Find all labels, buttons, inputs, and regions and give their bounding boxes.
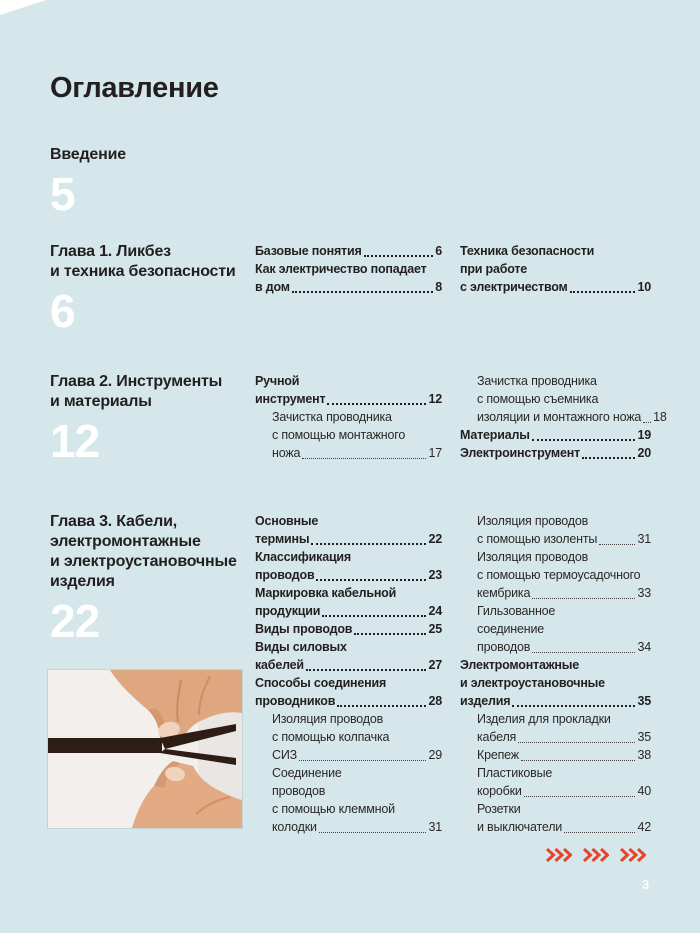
chapter-title: Глава 1. Ликбез и техника безопасности bbox=[50, 243, 236, 280]
toc-entry-page: 33 bbox=[637, 586, 651, 600]
dot-leader bbox=[518, 728, 635, 743]
toc-entry: Виды силовых кабелей 27 bbox=[255, 640, 442, 672]
toc-entry-text: инструмент bbox=[255, 392, 326, 406]
toc-entry: Изоляция проводов с помощью изоленты 31 bbox=[477, 514, 651, 546]
toc-entry: Классификация проводов 23 bbox=[255, 550, 442, 582]
toc-entry-text: Электроинструмент bbox=[460, 446, 580, 460]
toc-entry-page: 34 bbox=[637, 640, 651, 654]
dot-leader bbox=[570, 278, 636, 293]
toc-entry-page: 31 bbox=[428, 820, 442, 834]
dot-leader bbox=[322, 602, 426, 617]
toc-entry-text: изделия bbox=[460, 694, 511, 708]
toc-entry-text: Базовые понятия bbox=[255, 244, 362, 258]
toc-column-right bbox=[460, 512, 651, 836]
toc-entry: Маркировка кабельной продукции 24 bbox=[255, 586, 442, 618]
toc-entry-text: кембрика bbox=[477, 586, 531, 600]
toc-entry bbox=[460, 746, 651, 764]
toc-entry-page: 6 bbox=[435, 244, 442, 258]
toc-column-middle bbox=[255, 372, 442, 462]
toc-entry-page: 10 bbox=[637, 280, 651, 294]
toc-entry-page: 23 bbox=[428, 568, 442, 582]
next-page-arrows bbox=[546, 848, 646, 862]
toc-entry-page: 25 bbox=[428, 622, 442, 636]
toc-entry-page: 38 bbox=[637, 748, 651, 762]
toc-entry-text: термины bbox=[255, 532, 310, 546]
toc-entry: Ручной инструмент 12 bbox=[255, 374, 442, 406]
dot-leader bbox=[306, 656, 427, 671]
toc-entry-page: 20 bbox=[637, 446, 651, 460]
dot-leader bbox=[532, 426, 636, 441]
photo-illustration bbox=[48, 670, 242, 828]
toc-entry: Гильзованное соединение проводов 34 bbox=[477, 604, 651, 654]
chapter-start-page: 12 bbox=[50, 415, 100, 467]
dot-leader bbox=[521, 746, 636, 761]
chapter-start-page: 5 bbox=[50, 168, 75, 220]
toc-entry-text: СИЗ bbox=[272, 748, 297, 762]
toc-entry-text: проводов bbox=[255, 568, 315, 582]
toc-entry: Изоляция проводов с помощью колпачка СИЗ 29 bbox=[272, 712, 442, 762]
dot-leader bbox=[564, 818, 635, 833]
toc-entry-page: 28 bbox=[428, 694, 442, 708]
toc-entry: Зачистка проводника с помощью съемника изоляции и монтажного ножа 18 bbox=[477, 374, 667, 424]
dot-leader bbox=[337, 692, 426, 707]
toc-entry-text: колодки bbox=[272, 820, 317, 834]
toc-entry-text: ножа bbox=[272, 446, 301, 460]
toc-entry: Техника безопасности при работе с электричеством 10 bbox=[460, 244, 651, 294]
chapter-start-page: 6 bbox=[50, 285, 75, 337]
chevron-right-icon bbox=[583, 848, 609, 862]
dot-leader bbox=[512, 692, 635, 707]
toc-entry-page: 18 bbox=[653, 410, 667, 424]
page-title: Оглавление bbox=[50, 72, 219, 104]
toc-entry-page: 42 bbox=[637, 820, 651, 834]
dot-leader bbox=[354, 620, 426, 635]
toc-entry: Изделия для прокладки кабеля 35 bbox=[477, 712, 651, 744]
toc-entry-page: 35 bbox=[637, 694, 651, 708]
toc-column-middle bbox=[255, 242, 442, 296]
toc-entry-text: изоляции и монтажного ножа bbox=[477, 410, 642, 424]
toc-entry-page: 29 bbox=[428, 748, 442, 762]
toc-entry-page: 31 bbox=[637, 532, 651, 546]
toc-entry-page: 19 bbox=[637, 428, 651, 442]
toc-entry-text: в дом bbox=[255, 280, 290, 294]
toc-entry-text: и выключатели bbox=[477, 820, 563, 834]
dot-leader bbox=[327, 390, 426, 405]
dot-leader bbox=[319, 818, 427, 833]
toc-entry-text: проводников bbox=[255, 694, 336, 708]
dot-leader bbox=[599, 530, 635, 545]
toc-entry: Розетки и выключатели 42 bbox=[477, 802, 651, 834]
toc-entry-text: Материалы bbox=[460, 428, 530, 442]
dot-leader bbox=[311, 530, 426, 545]
chevron-right-icon bbox=[620, 848, 646, 862]
toc-entry-text: с помощью изоленты bbox=[477, 532, 598, 546]
dot-leader bbox=[316, 566, 426, 581]
toc-entry-text: Виды проводов bbox=[255, 622, 353, 636]
toc-entry-page: 24 bbox=[428, 604, 442, 618]
toc-entry: Электромонтажные и электроустановочные изделия 35 bbox=[460, 658, 651, 708]
toc-entry-page: 40 bbox=[637, 784, 651, 798]
toc-entry-text: продукции bbox=[255, 604, 321, 618]
toc-entry bbox=[460, 426, 651, 444]
chevron-right-icon bbox=[546, 848, 572, 862]
toc-entry-page: 22 bbox=[428, 532, 442, 546]
toc-entry-page: 17 bbox=[428, 446, 442, 460]
dot-leader bbox=[364, 242, 434, 257]
wire-splitting-photo bbox=[48, 670, 242, 828]
dot-leader bbox=[532, 584, 635, 599]
toc-entry: Как электричество попадает в дом 8 bbox=[255, 262, 442, 294]
dot-leader bbox=[302, 444, 426, 459]
chapter-title: Глава 2. Инструменты и материалы bbox=[50, 373, 223, 410]
toc-entry: Изоляция проводов с помощью термоусадочного кембрика 33 bbox=[477, 550, 651, 600]
toc-entry-text: кабеля bbox=[477, 730, 517, 744]
toc-entry: Способы соединения проводников 28 bbox=[255, 676, 442, 708]
toc-entry-text: Крепеж bbox=[477, 748, 519, 762]
toc-entry: Основные термины 22 bbox=[255, 514, 442, 546]
toc-column-middle bbox=[255, 512, 442, 836]
toc-entry-page: 27 bbox=[428, 658, 442, 672]
toc-column-right bbox=[460, 242, 651, 296]
chapter-start-page: 22 bbox=[50, 595, 100, 647]
toc-entry: Пластиковые коробки 40 bbox=[477, 766, 651, 798]
scan-edge-corner bbox=[0, 0, 46, 15]
toc-entry-text: проводов bbox=[477, 640, 531, 654]
chapter-title: Глава 3. Кабели, электромонтажные и электроустановочные изделия bbox=[50, 513, 237, 590]
dot-leader bbox=[643, 408, 651, 423]
toc-entry-page: 12 bbox=[428, 392, 442, 406]
dot-leader bbox=[582, 444, 635, 459]
toc-entry bbox=[255, 620, 442, 638]
chapter-title: Введение bbox=[50, 146, 126, 163]
toc-entry-text: с электричеством bbox=[460, 280, 568, 294]
toc-entry-text: коробки bbox=[477, 784, 522, 798]
toc-entry-page: 8 bbox=[435, 280, 442, 294]
page-number: 3 bbox=[642, 877, 650, 892]
toc-entry-text: кабелей bbox=[255, 658, 304, 672]
dot-leader bbox=[299, 746, 427, 761]
dot-leader bbox=[524, 782, 636, 797]
toc-column-right bbox=[460, 372, 667, 462]
dot-leader bbox=[292, 278, 433, 293]
toc-entry bbox=[460, 444, 651, 462]
dot-leader bbox=[532, 638, 635, 653]
toc-entry bbox=[255, 242, 442, 260]
toc-entry-page: 35 bbox=[637, 730, 651, 744]
toc-entry: Соединение проводов с помощью клеммной колодки 31 bbox=[272, 766, 442, 834]
toc-entry: Зачистка проводника с помощью монтажного ножа 17 bbox=[272, 410, 442, 460]
